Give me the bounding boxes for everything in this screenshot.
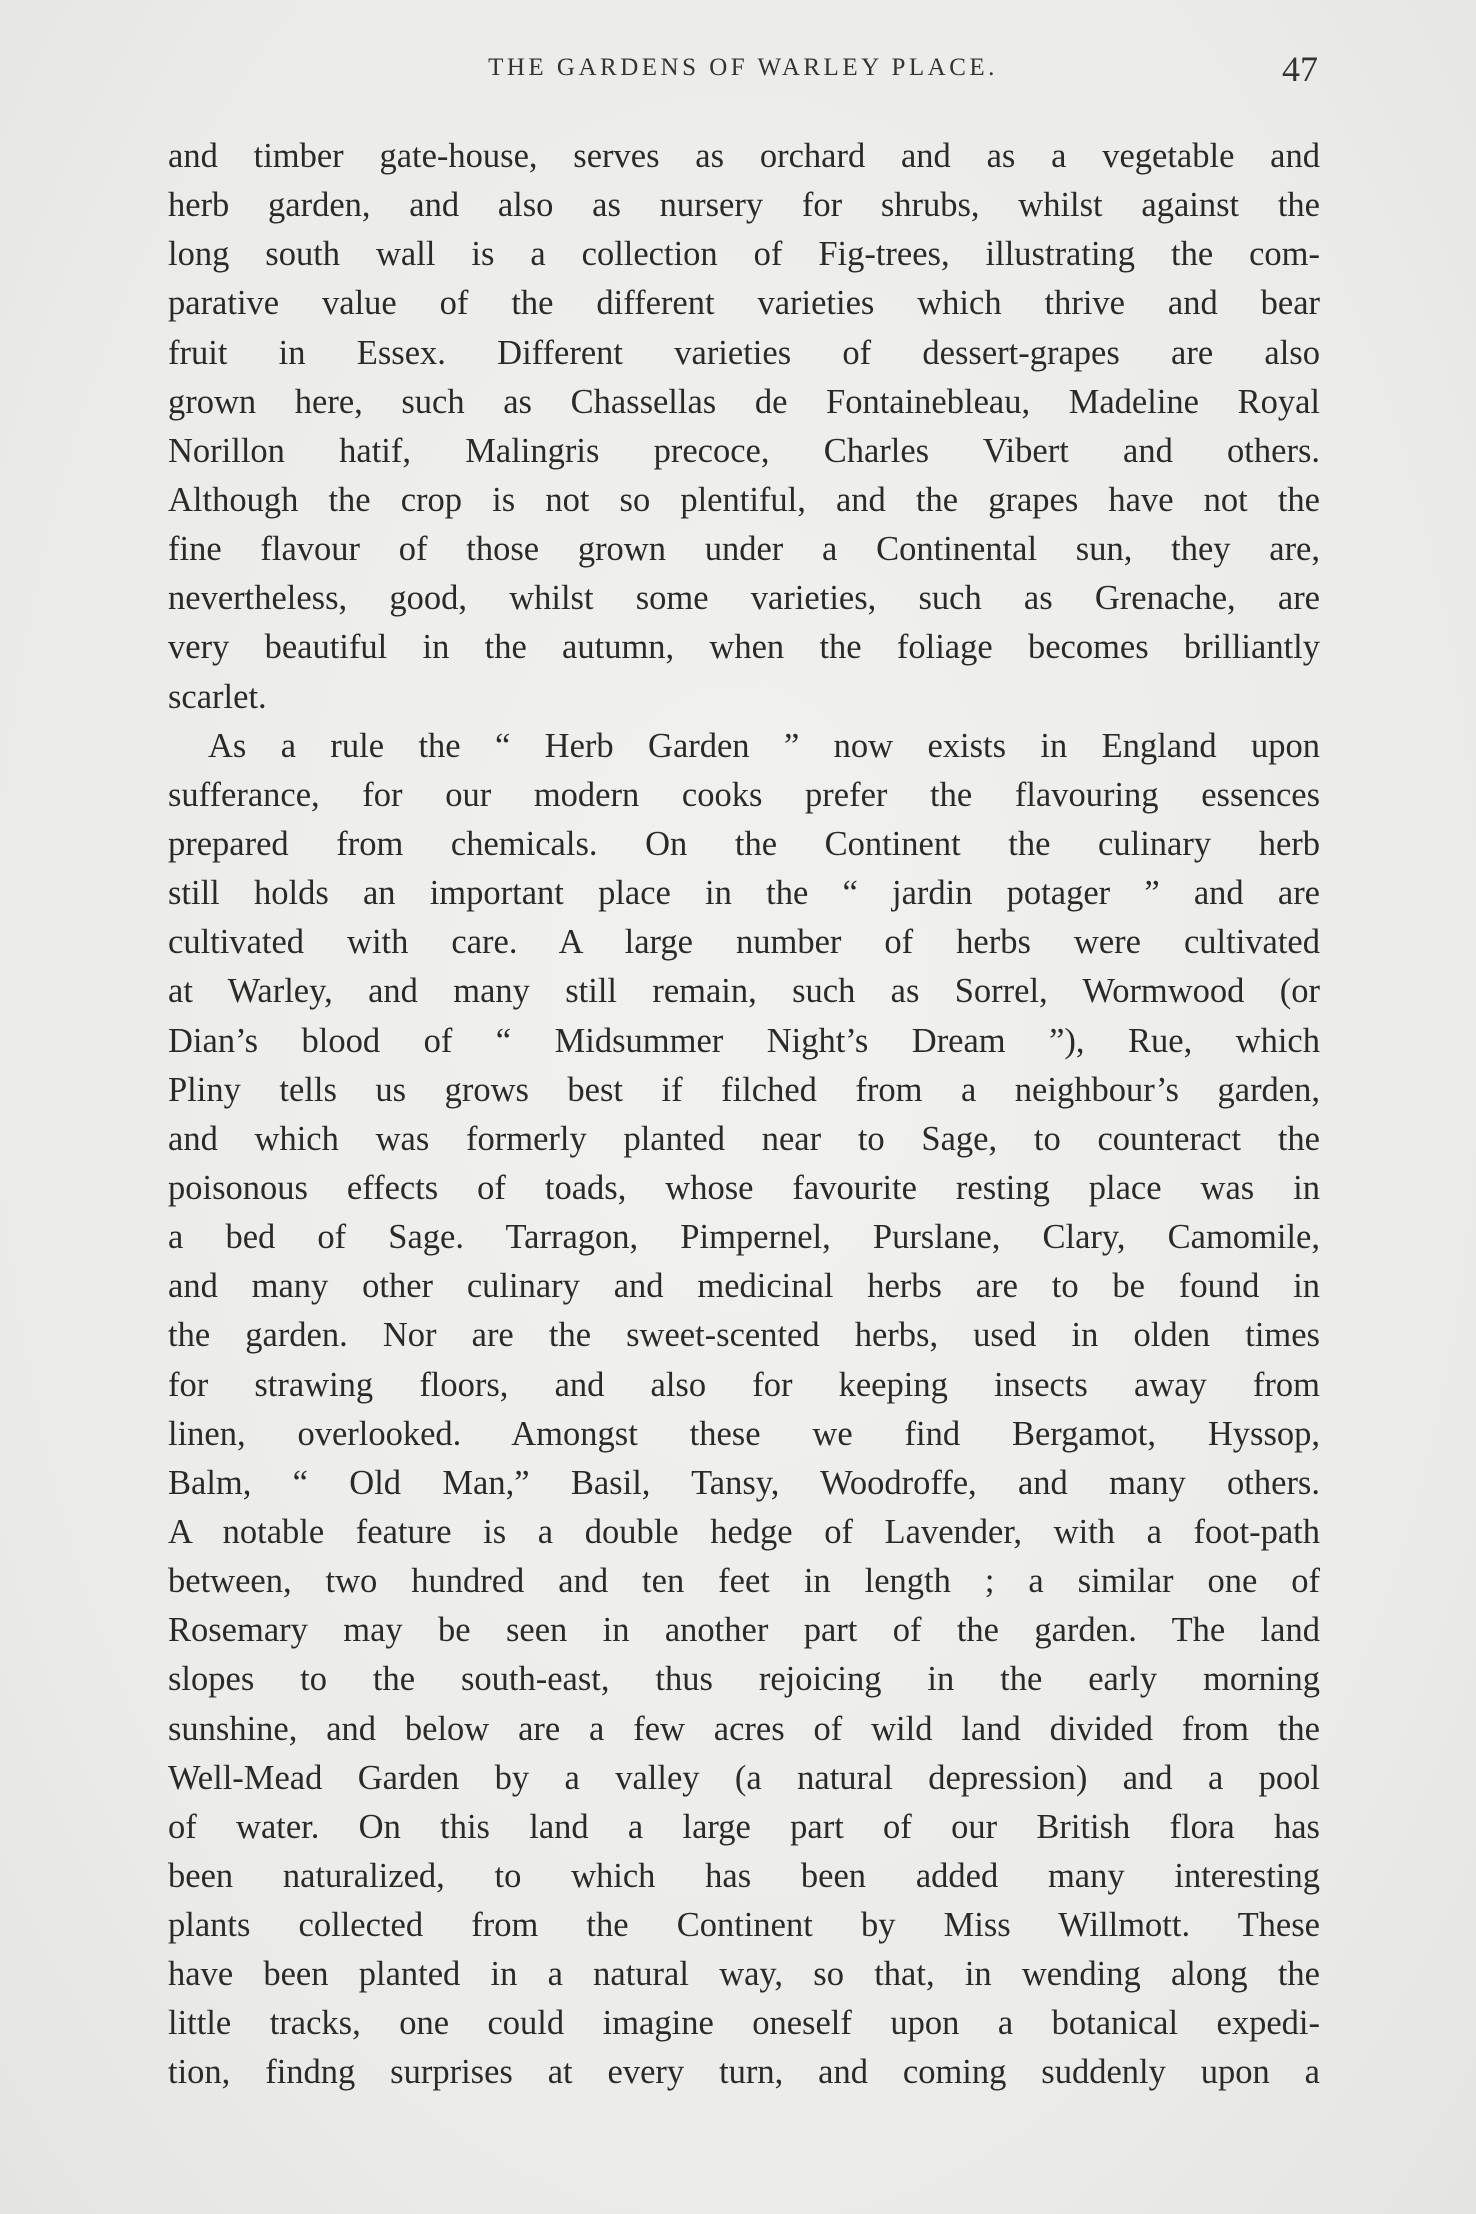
text-line: A notable feature is a double hedge of Lavender, with a foot-path [168, 1512, 1320, 1551]
text-line: and which was formerly planted near to Sage, to counteract the [168, 1119, 1320, 1158]
text-line: cultivated with care. A large number of herbs were cultivated [168, 923, 1320, 962]
text-line: prepared from chemicals. On the Continent the culinary herb [168, 824, 1320, 863]
text-line: have been planted in a natural way, so that, in wending along the [168, 1955, 1320, 1994]
text-line: the garden. Nor are the sweet-scented herbs, used in olden times [168, 1316, 1320, 1355]
text-line: still holds an important place in the “ jardin potager ” and are [168, 874, 1320, 913]
text-line: sunshine, and below are a few acres of wild land divided from the [168, 1709, 1320, 1748]
body-text [168, 132, 1320, 2098]
running-title: THE GARDENS OF WARLEY PLACE. [488, 54, 998, 81]
text-line: sufferance, for our modern cooks prefer the flavouring essences [168, 775, 1320, 814]
text-line: As a rule the “ Herb Garden ” now exists in England upon [208, 726, 1320, 765]
text-line: linen, overlooked. Amongst these we find Bergamot, Hyssop, [168, 1414, 1320, 1453]
text-line: plants collected from the Continent by Miss Willmott. These [168, 1906, 1320, 1945]
text-line: between, two hundred and ten feet in length ; a similar one of [168, 1562, 1320, 1601]
text-line: fruit in Essex. Different varieties of dessert-grapes are also [168, 333, 1320, 372]
text-line: tion, findng surprises at every turn, and coming suddenly upon a [168, 2053, 1320, 2092]
text-line: little tracks, one could imagine oneself upon a botanical expedi- [168, 2004, 1320, 2043]
text-line: and many other culinary and medicinal herbs are to be found in [168, 1267, 1320, 1306]
text-line: Dian’s blood of “ Midsummer Night’s Dream ”), Rue, which [168, 1021, 1320, 1060]
text-line: long south wall is a collection of Fig-trees, illustrating the com- [168, 235, 1320, 274]
text-line: fine flavour of those grown under a Continental sun, they are, [168, 530, 1320, 569]
text-line: Rosemary may be seen in another part of the garden. The land [168, 1611, 1320, 1650]
text-line: herb garden, and also as nursery for shrubs, whilst against the [168, 186, 1320, 225]
text-line: Norillon hatif, Malingris precoce, Charles Vibert and others. [168, 431, 1320, 470]
text-line: slopes to the south-east, thus rejoicing in the early morning [168, 1660, 1320, 1699]
text-line: Balm, “ Old Man,” Basil, Tansy, Woodroffe, and many others. [168, 1463, 1320, 1502]
text-line: parative value of the different varieties which thrive and bear [168, 284, 1320, 323]
text-line: nevertheless, good, whilst some varieties, such as Grenache, are [168, 579, 1320, 618]
running-head [168, 49, 1318, 102]
text-line: at Warley, and many still remain, such as Sorrel, Wormwood (or [168, 972, 1320, 1011]
text-line: poisonous effects of toads, whose favourite resting place was in [168, 1168, 1320, 1207]
text-line: Although the crop is not so plentiful, and the grapes have not the [168, 480, 1320, 519]
text-line: very beautiful in the autumn, when the foliage becomes brilliantly [168, 628, 1320, 667]
text-line: been naturalized, to which has been added many interesting [168, 1856, 1320, 1895]
text-line: grown here, such as Chassellas de Fontainebleau, Madeline Royal [168, 382, 1320, 421]
page-number: 47 [1282, 49, 1318, 89]
text-line: and timber gate-house, serves as orchard and as a vegetable and [168, 137, 1320, 175]
text-line: Well-Mead Garden by a valley (a natural depression) and a pool [168, 1758, 1320, 1797]
text-line: a bed of Sage. Tarragon, Pimpernel, Purslane, Clary, Camomile, [168, 1218, 1320, 1257]
text-line: scarlet. [168, 677, 267, 716]
text-line: Pliny tells us grows best if filched from a neighbour’s garden, [168, 1070, 1320, 1109]
text-line: of water. On this land a large part of our British flora has [168, 1807, 1320, 1846]
text-line: for strawing floors, and also for keeping insects away from [168, 1365, 1320, 1404]
